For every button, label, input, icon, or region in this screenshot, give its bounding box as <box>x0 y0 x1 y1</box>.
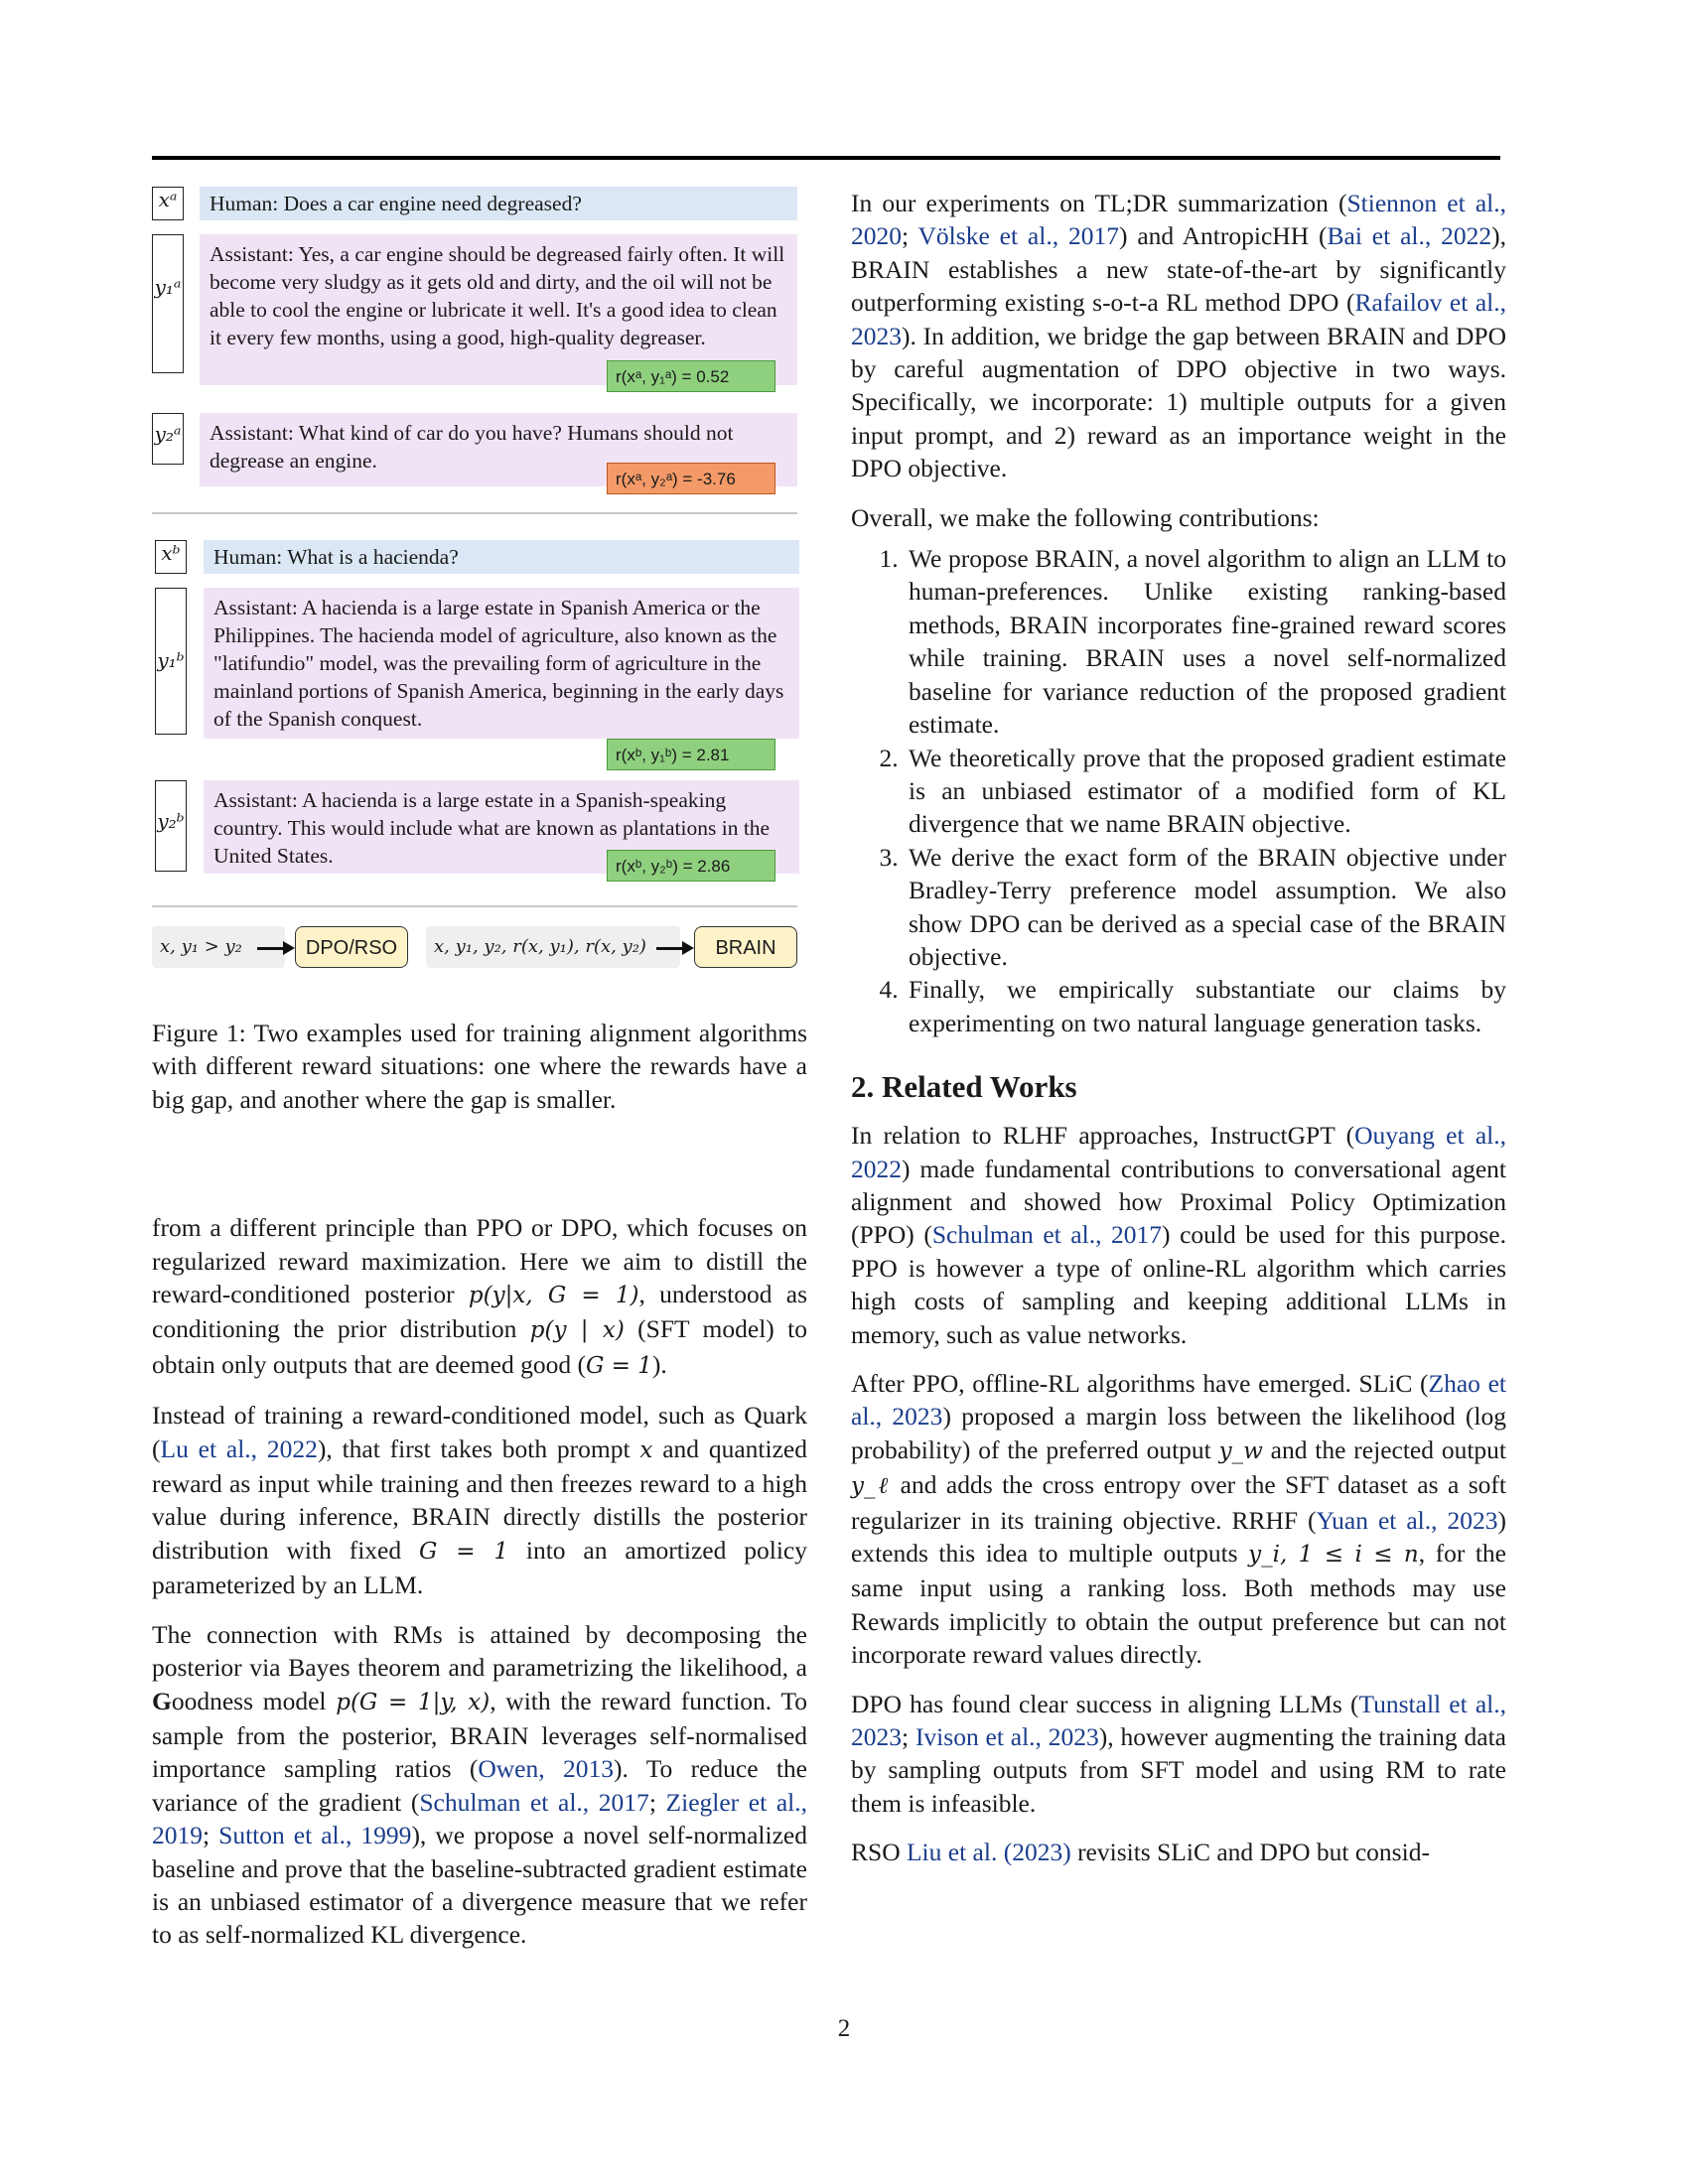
citation-link[interactable]: Tunstall et al., 2023 <box>851 1689 1507 1752</box>
right-paragraph-6: RSO Liu et al. (2023) revisits SLiC and DPO but consid- <box>851 1838 1430 1867</box>
left-paragraph-2: Instead of training a reward-conditioned model, such as Quark (Lu et al., 2022), that first takes both prompt x and quantized reward as input while training and then freezes reward to a high value during inference, BRAIN directly distills the posterior distribution with fixed G = 1 into an amortized policy parameterized by an LLM. <box>152 1401 807 1600</box>
citation-link[interactable]: Zhao et al., 2023 <box>851 1369 1506 1432</box>
separator <box>152 512 797 514</box>
reward-a2: r(xᵃ, y₂ᵃ) = -3.76 <box>607 463 775 494</box>
method-dpo-rso: DPO/RSO <box>295 926 408 968</box>
citation-link[interactable]: Ziegler et al., 2019 <box>152 1787 808 1850</box>
arrow-icon <box>656 947 688 950</box>
left-column <box>152 187 807 1952</box>
contribution-item: 2. We theoretically prove that the proposed gradient estimate is an unbiased estimator of a modified form of KL divergence that we name BRAIN objective. <box>905 742 1506 841</box>
citation-link[interactable]: Bai et al., 2022 <box>1327 221 1492 251</box>
citation-link[interactable]: Yuan et al., 2023 <box>1316 1505 1498 1535</box>
var-xb: xᵇ <box>155 540 187 574</box>
assistant-a1: Assistant: Yes, a car engine should be degreased fairly often. It will become very sludgy as it gets old and dirty, and the oil will not be able to cool the engine or lubricate it well. It's a good idea to clean it every few months, using a good, high-quality degreaser. <box>200 234 797 385</box>
right-paragraph-1: In our experiments on TL;DR summarization (Stiennon et al., 2020; Völske et al., 2017) and AntropicHH (Bai et al., 2022), BRAIN establishes a new state-of-the-art by significantly outperforming existing s-o-t-a RL method DPO (Rafailov et al., 2023). In addition, we bridge the gap between BRAIN and DPO by careful augmentation of DPO objective in two ways. Specifically, we incorporate: 1) multiple outputs for a given input prompt, and 2) reward as an importance weight in the DPO objective. <box>851 189 1507 483</box>
citation-link[interactable]: Ivison et al., 2023 <box>914 1722 1099 1752</box>
top-rule <box>152 156 1500 160</box>
citation-link[interactable]: Schulman et al., 2017 <box>931 1220 1163 1250</box>
reward-b1: r(xᵇ, y₁ᵇ) = 2.81 <box>607 739 775 770</box>
contribution-item: 1. We propose BRAIN, a novel algorithm to align an LLM to human-preferences. Unlike existing ranking-based methods, BRAIN incorporates fine-grained reward scores while training. BRAIN uses a novel self-normalized baseline for variance reduction of the proposed gradient estimate. <box>905 542 1506 741</box>
var-y2b: y₂ᵇ <box>155 780 187 872</box>
right-paragraph-2: Overall, we make the following contributions: <box>851 502 1320 532</box>
human-b: Human: What is a hacienda? <box>204 540 799 574</box>
citation-link[interactable]: Lu et al., 2022 <box>160 1433 318 1463</box>
reward-b2: r(xᵇ, y₂ᵇ) = 2.86 <box>607 850 775 882</box>
citation-link[interactable]: Schulman et al., 2017 <box>419 1787 649 1817</box>
right-paragraph-5: DPO has found clear success in aligning LLMs (Tunstall et al., 2023; Ivison et al., 2023), however augmenting the training data by sampling outputs from SFT model and using RM to rate them is infeasible. <box>851 1689 1507 1818</box>
contribution-item: 3. We derive the exact form of the BRAIN objective under Bradley-Terry preference model assumption. We also show DPO can be derived as a special case of the BRAIN objective. <box>905 841 1506 974</box>
human-a: Human: Does a car engine need degreased? <box>200 187 797 220</box>
flow-left-input: x, y₁ > y₂ <box>152 926 285 968</box>
citation-link[interactable]: Völske et al., 2017 <box>917 221 1119 251</box>
var-y2a: y₂ᵃ <box>152 413 184 465</box>
left-paragraph-3: The connection with RMs is attained by decomposing the posterior via Bayes theorem and parametrizing the likelihood, a Goodness model p(G = 1|y, x), with the reward function. To sample from the posterior, BRAIN leverages self-normalised importance sampling ratios (Owen, 2013). To reduce the variance of the gradient (Schulman et al., 2017; Ziegler et al., 2019; Sutton et al., 1999), we propose a novel self-normalized baseline and prove that the baseline-subtracted gradient estimate is an unbiased estimator of a divergence measure that we refer to as self-normalized KL divergence. <box>152 1619 808 1950</box>
right-column <box>851 187 1506 1869</box>
method-brain: BRAIN <box>694 926 797 968</box>
assistant-a2: Assistant: What kind of car do you have? Humans should not degrease an engine. <box>200 413 797 486</box>
citation-link[interactable]: Stiennon et al., 2020 <box>851 189 1507 251</box>
contributions-list <box>851 542 1506 1039</box>
var-y1a: y₁ᵃ <box>152 234 184 373</box>
citation-link[interactable]: Liu et al. (2023) <box>906 1838 1071 1867</box>
section-heading: 2. Related Works <box>851 1069 1077 1105</box>
reward-a1: r(xᵃ, y₁ᵃ) = 0.52 <box>607 360 775 392</box>
figure-1 <box>152 187 807 1011</box>
assistant-b2: Assistant: A hacienda is a large estate in a Spanish-speaking country. This would include what are known as plantations in the United States. <box>204 780 799 874</box>
var-y1b: y₁ᵇ <box>155 588 187 735</box>
left-paragraph-1: from a different principle than PPO or DPO, which focuses on regularized reward maximization. Here we aim to distill the reward-conditioned posterior p(y|x, G = 1), understood as conditioning the prior distribution p(y | x) (SFT model) to obtain only outputs that are deemed good (G = 1). <box>152 1213 807 1379</box>
right-paragraph-3: In relation to RLHF approaches, InstructGPT (Ouyang et al., 2022) made fundamental contributions to conversational agent alignment and showed how Proximal Policy Optimization (PPO) (Schulman et al., 2017) could be used for this purpose. PPO is however a type of online-RL algorithm which carries high costs of sampling and keeping additional LLMs in memory, such as value networks. <box>851 1121 1506 1349</box>
separator <box>152 905 797 907</box>
var-xa: xᵃ <box>152 187 184 220</box>
page-number: 2 <box>837 2015 851 2042</box>
contribution-item: 4. Finally, we empirically substantiate our claims by experimenting on two natural language generation tasks. <box>905 973 1506 1039</box>
citation-link[interactable]: Sutton et al., 1999 <box>218 1821 412 1850</box>
flow-right-input: x, y₁, y₂, r(x, y₁), r(x, y₂) <box>426 926 680 968</box>
citation-link[interactable]: Ouyang et al., 2022 <box>851 1121 1506 1183</box>
citation-link[interactable]: Rafailov et al., 2023 <box>851 288 1506 350</box>
arrow-icon <box>257 947 289 950</box>
figure-caption: Figure 1: Two examples used for training alignment algorithms with different reward situations: one where the rewards have a big gap, and another where the gap is smaller. <box>152 1019 807 1114</box>
assistant-b1: Assistant: A hacienda is a large estate in Spanish America or the Philippines. The hacienda model of agriculture, also known as the "latifundio" model, was the prevailing form of agriculture in the mainland portions of Spanish America, beginning in the early days of the Spanish conquest. <box>204 588 799 739</box>
citation-link[interactable]: Owen, 2013 <box>478 1754 614 1784</box>
right-paragraph-4: After PPO, offline-RL algorithms have emerged. SLiC (Zhao et al., 2023) proposed a margin loss between the likelihood (log probability) of the preferred output y_w and the rejected output y_ℓ and adds the cross entropy over the SFT dataset as a soft regularizer in its training objective. RRHF (Yuan et al., 2023) extends this idea to multiple outputs y_i, 1 ≤ i ≤ n, for the same input using a ranking loss. Both methods may use Rewards implicitly to obtain the output preference but can not incorporate reward values directly. <box>851 1369 1506 1670</box>
